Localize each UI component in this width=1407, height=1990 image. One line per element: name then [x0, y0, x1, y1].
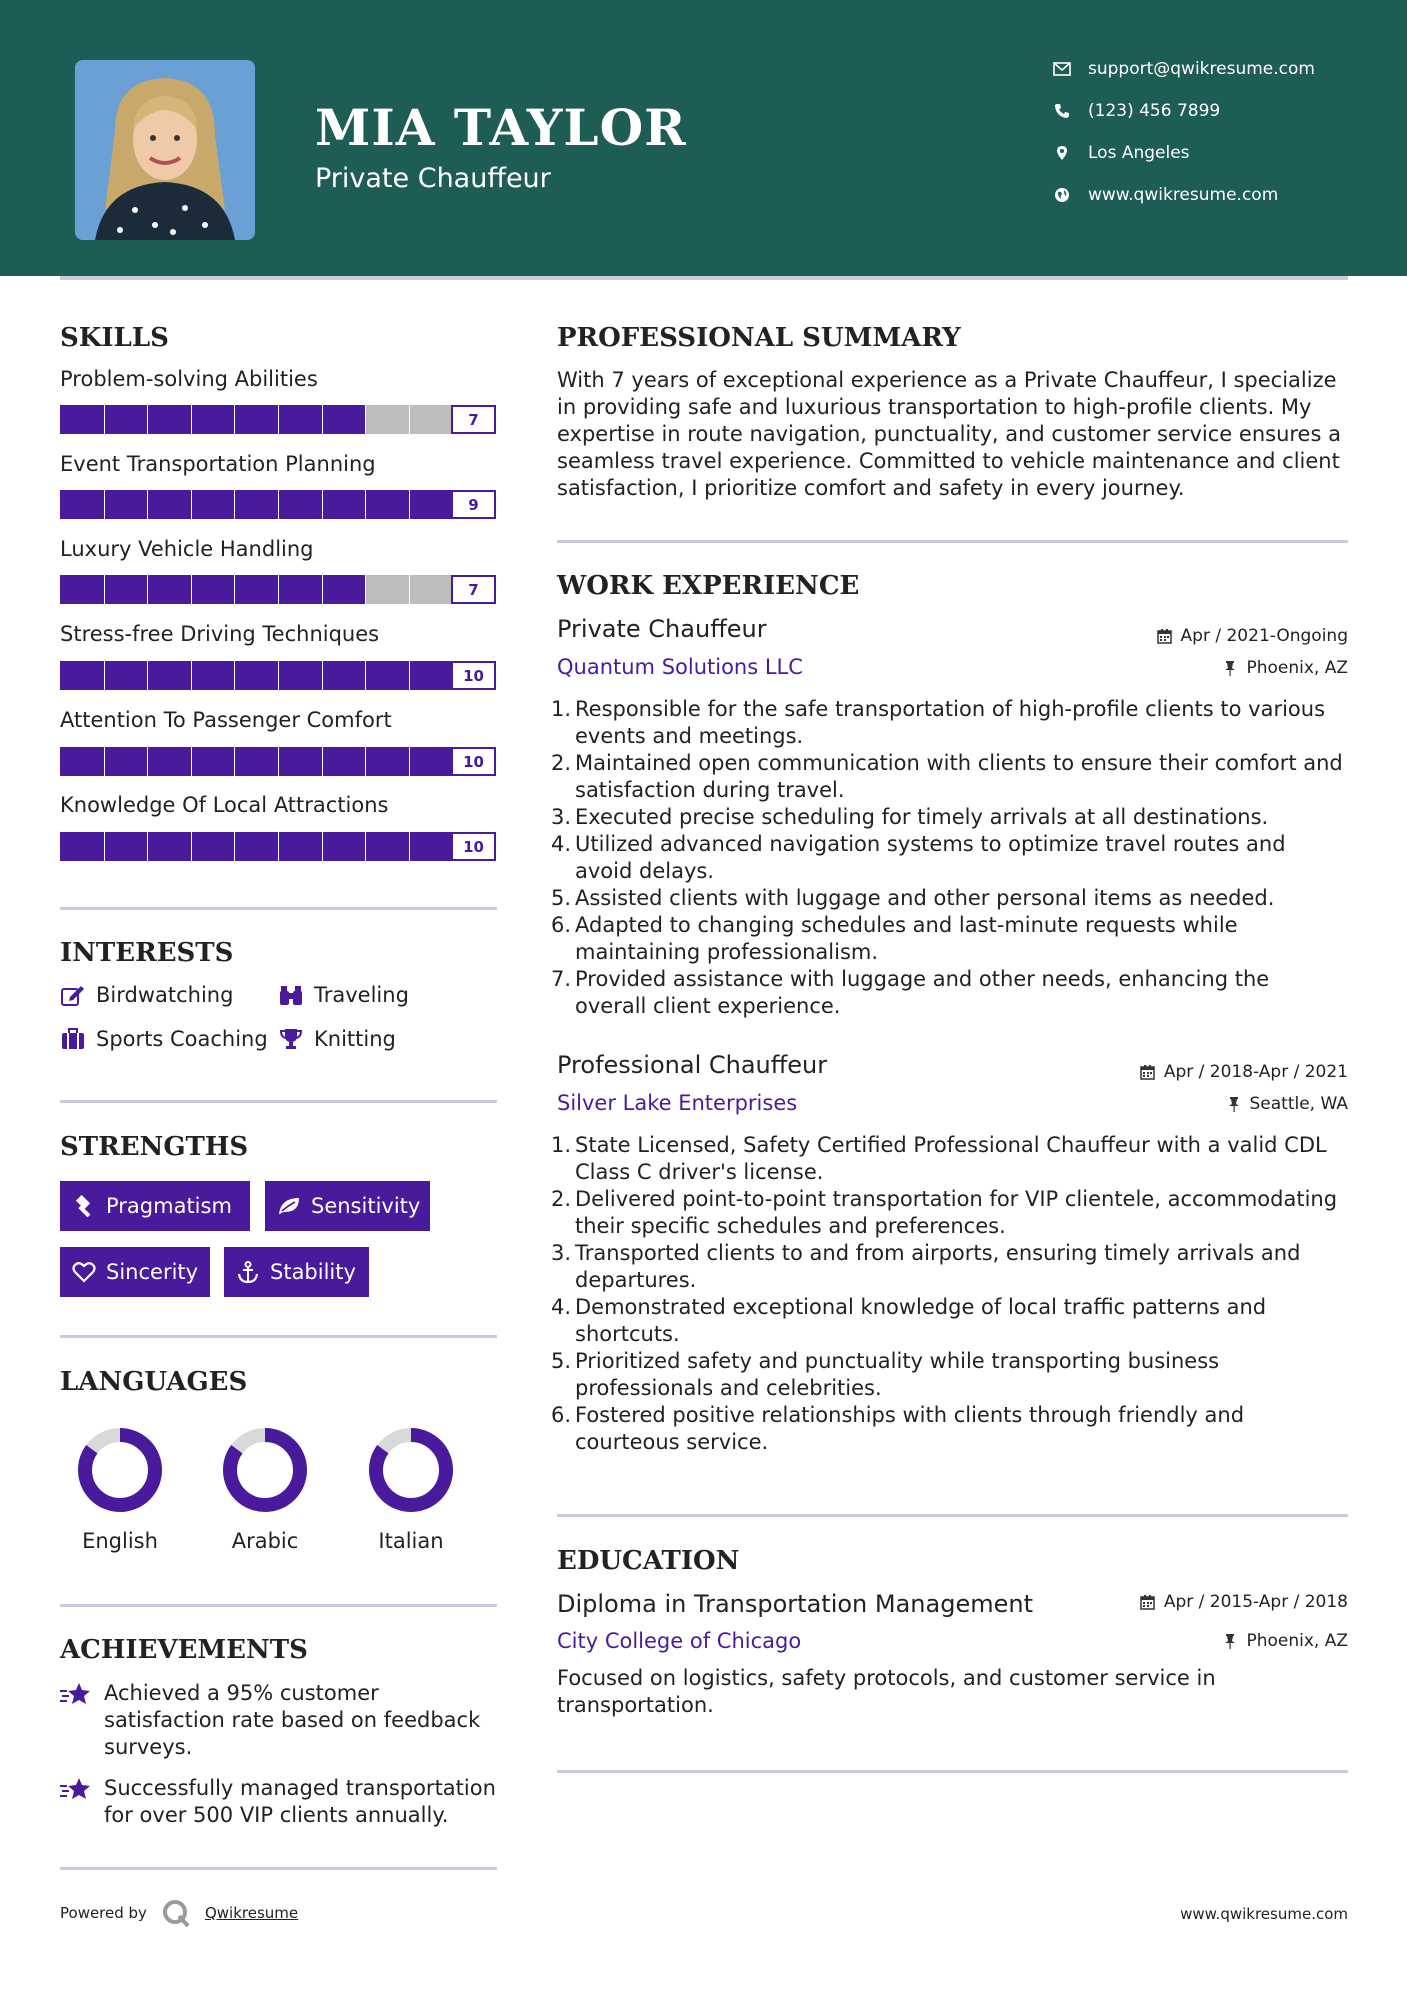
skill-bar-segment-divider	[322, 575, 323, 604]
skill-bar-fill	[60, 490, 452, 519]
skill-bar-segment-divider	[278, 575, 279, 604]
school-name: City College of Chicago	[557, 1629, 802, 1653]
job-title: Professional Chauffeur	[557, 1051, 828, 1079]
profile-photo	[75, 60, 255, 240]
skill-bar-segment-divider	[322, 747, 323, 776]
skill-bar-segment-divider	[234, 405, 235, 434]
skill-bar	[60, 832, 496, 861]
company-name: Silver Lake Enterprises	[557, 1091, 798, 1115]
skill-bar-segment-divider	[234, 575, 235, 604]
skill-bar-segment-divider	[409, 661, 410, 690]
interest-item	[60, 982, 233, 1008]
education-location-text: Phoenix, AZ	[1246, 1631, 1348, 1651]
skill-bar-segment-divider	[234, 490, 235, 519]
skill-bar-segment-divider	[191, 575, 192, 604]
skill-bar-segment-divider	[147, 575, 148, 604]
skill-label: Event Transportation Planning	[60, 452, 376, 476]
section-divider	[60, 1335, 497, 1338]
company-name: Quantum Solutions LLC	[557, 655, 803, 679]
pushpin-icon	[1222, 660, 1238, 676]
job-dates	[1140, 1062, 1348, 1082]
strength-chip	[60, 1247, 210, 1297]
job-bullets	[551, 696, 1347, 1020]
skill-bar-segment-divider	[365, 832, 366, 861]
list-item: 6. Fostered positive relationships with clients through friendly and courteous service.	[551, 1403, 1245, 1454]
job-dates-text: Apr / 2021-Ongoing	[1180, 626, 1348, 646]
job-title: Private Chauffeur	[557, 615, 767, 643]
binoculars-icon	[278, 982, 304, 1008]
anchor-icon	[236, 1260, 260, 1284]
degree-title: Diploma in Transportation Management	[557, 1590, 1033, 1618]
skill-bar-segment-divider	[365, 405, 366, 434]
qwikresume-logo-icon	[161, 1898, 191, 1928]
skill-bar-segment-divider	[234, 832, 235, 861]
footer-powered-by	[60, 1898, 298, 1928]
contact-website-text: www.qwikresume.com	[1088, 185, 1279, 205]
skill-bar-segment-divider	[147, 405, 148, 434]
interest-item	[60, 1026, 268, 1052]
skill-bar-fill	[60, 405, 365, 434]
skill-bar-segment-divider	[409, 405, 410, 434]
pushpin-icon	[1226, 1096, 1242, 1112]
skill-bar-segment-divider	[322, 661, 323, 690]
footer-url[interactable]: www.qwikresume.com	[1180, 1905, 1348, 1923]
skill-bar-segment-divider	[278, 832, 279, 861]
interest-label: Birdwatching	[96, 983, 234, 1007]
section-divider	[60, 1604, 497, 1607]
powered-by-label: Powered by	[60, 1904, 147, 1922]
strength-label: Sincerity	[106, 1260, 199, 1284]
header-divider	[60, 276, 1348, 280]
heart-icon	[72, 1260, 96, 1284]
pushpin-icon	[1222, 1633, 1238, 1649]
contact-email-text: support@qwikresume.com	[1088, 59, 1315, 79]
interest-label: Sports Coaching	[96, 1027, 268, 1051]
education-dates	[1140, 1592, 1348, 1612]
skill-bar-segment-divider	[191, 490, 192, 519]
achievements-heading: ACHIEVEMENTS	[60, 1635, 308, 1665]
strengths-heading: STRENGTHS	[60, 1132, 249, 1162]
calendar-icon	[1157, 628, 1173, 644]
skill-bar-segment-divider	[322, 405, 323, 434]
strength-chip	[60, 1181, 250, 1231]
skill-bar	[60, 661, 496, 690]
achievement-text: Successfully managed transportation for over 500 VIP clients annually.	[104, 1776, 496, 1827]
briefcase-icon	[60, 1026, 86, 1052]
list-item: 1. State Licensed, Safety Certified Professional Chauffeur with a valid CDL Class C driver's license.	[551, 1133, 1327, 1184]
education-dates-text: Apr / 2015-Apr / 2018	[1163, 1592, 1348, 1612]
skill-level-badge: 10	[451, 747, 496, 776]
achievement-item	[60, 1680, 500, 1761]
skill-label: Problem-solving Abilities	[60, 367, 318, 391]
job-bullets	[551, 1132, 1347, 1456]
work-heading: WORK EXPERIENCE	[557, 571, 860, 601]
skill-bar-segment-divider	[147, 747, 148, 776]
list-item: 3. Executed precise scheduling for timely arrivals at all destinations.	[551, 805, 1269, 829]
skill-level-badge: 10	[451, 661, 496, 690]
interest-label: Traveling	[314, 983, 409, 1007]
contact-phone-text: (123) 456 7899	[1088, 101, 1221, 121]
job-location	[1226, 1094, 1349, 1114]
section-divider	[557, 1514, 1348, 1517]
skill-bar	[60, 747, 496, 776]
skill-bar-segment-divider	[147, 490, 148, 519]
languages-heading: LANGUAGES	[60, 1367, 248, 1397]
skill-bar-segment-divider	[191, 405, 192, 434]
language-label: Arabic	[231, 1529, 299, 1553]
skill-bar-segment-divider	[104, 575, 105, 604]
education-location	[1222, 1631, 1348, 1651]
globe-icon	[1052, 185, 1072, 205]
summary-text: With 7 years of exceptional experience as a Private Chauffeur, I specialize in providing safe and luxurious transportation to high-profile clients. My expertise in route navigation, punctuality, and customer service ensures a seamless travel experience. Committed to vehicle maintenance and client satisfaction, I prioritize comfort and safety in every journey.	[557, 368, 1341, 500]
summary-heading: PROFESSIONAL SUMMARY	[557, 323, 961, 353]
skill-bar-segment-divider	[365, 490, 366, 519]
skill-bar-segment-divider	[409, 832, 410, 861]
skill-bar-segment-divider	[104, 661, 105, 690]
contact-location-text: Los Angeles	[1088, 143, 1190, 163]
shooting-star-icon	[60, 1682, 94, 1761]
skill-bar-segment-divider	[409, 747, 410, 776]
list-item: 2. Delivered point-to-point transportation for VIP clientele, accommodating their specific schedules and preferences.	[551, 1187, 1338, 1238]
skills-heading: SKILLS	[60, 323, 169, 353]
skill-bar-segment-divider	[278, 661, 279, 690]
envelope-icon	[1052, 59, 1072, 79]
skill-bar-segment-divider	[409, 490, 410, 519]
section-divider	[557, 540, 1348, 543]
language-label: English	[82, 1529, 158, 1553]
list-item: 6. Adapted to changing schedules and last-minute requests while maintaining professionalism.	[551, 913, 1238, 964]
section-divider	[60, 1100, 497, 1103]
job-dates-text: Apr / 2018-Apr / 2021	[1163, 1062, 1348, 1082]
skill-bar-segment-divider	[365, 661, 366, 690]
strength-label: Stability	[270, 1260, 356, 1284]
skill-label: Knowledge Of Local Attractions	[60, 793, 389, 817]
skill-bar-segment-divider	[191, 832, 192, 861]
skill-bar-segment-divider	[322, 832, 323, 861]
skill-bar	[60, 575, 496, 604]
contact-location	[1052, 138, 1372, 168]
skill-level-badge: 10	[451, 832, 496, 861]
calendar-icon	[1140, 1064, 1156, 1080]
skill-bar-segment-divider	[365, 575, 366, 604]
section-divider	[60, 1867, 497, 1870]
skill-bar-segment-divider	[191, 747, 192, 776]
skill-bar-segment-divider	[104, 490, 105, 519]
phone-icon	[1052, 101, 1072, 121]
language-donut	[75, 1425, 165, 1515]
contact-email[interactable]	[1052, 54, 1372, 84]
list-item: 4. Demonstrated exceptional knowledge of local traffic patterns and shortcuts.	[551, 1295, 1267, 1346]
skill-bar-segment-divider	[278, 747, 279, 776]
skill-label: Luxury Vehicle Handling	[60, 537, 314, 561]
skill-bar	[60, 490, 496, 519]
strength-label: Sensitivity	[311, 1194, 421, 1218]
skill-bar-fill	[60, 575, 365, 604]
job-location-text: Seattle, WA	[1249, 1094, 1348, 1114]
job-location	[1222, 658, 1348, 678]
skill-bar-segment-divider	[147, 832, 148, 861]
interest-item	[278, 1026, 396, 1052]
skill-level-badge: 9	[451, 490, 496, 519]
candidate-name: MIA TAYLOR	[315, 98, 687, 157]
skill-bar	[60, 405, 496, 434]
strength-label: Pragmatism	[106, 1194, 232, 1218]
interest-item	[278, 982, 409, 1008]
skill-bar-segment-divider	[234, 747, 235, 776]
language-label: Italian	[378, 1529, 444, 1553]
section-divider	[60, 907, 497, 910]
interests-heading: INTERESTS	[60, 938, 234, 968]
education-description: Focused on logistics, safety protocols, and customer service in transportation.	[557, 1666, 1216, 1717]
list-item: 1. Responsible for the safe transportation of high-profile clients to various events and meetings.	[551, 697, 1326, 748]
list-item: 4. Utilized advanced navigation systems to optimize travel routes and avoid delays.	[551, 832, 1286, 883]
list-item: 3. Transported clients to and from airports, ensuring timely arrivals and departures.	[551, 1241, 1301, 1292]
list-item: 5. Prioritized safety and punctuality while transporting business professionals and celebrities.	[551, 1349, 1220, 1400]
skill-bar-segment-divider	[191, 661, 192, 690]
job-dates	[1157, 626, 1348, 646]
leaf-icon	[277, 1194, 301, 1218]
shooting-star-icon	[60, 1777, 94, 1829]
list-item: 5. Assisted clients with luggage and other personal items as needed.	[551, 886, 1275, 910]
interest-label: Knitting	[314, 1027, 396, 1051]
skill-bar-segment-divider	[104, 747, 105, 776]
strength-chip	[265, 1181, 430, 1231]
pencil-square-icon	[60, 982, 86, 1008]
education-heading: EDUCATION	[557, 1546, 740, 1576]
skill-label: Stress-free Driving Techniques	[60, 622, 380, 646]
list-item: 2. Maintained open communication with clients to ensure their comfort and satisfaction during travel.	[551, 751, 1343, 802]
skill-level-badge: 7	[451, 575, 496, 604]
strength-chip	[224, 1247, 369, 1297]
trophy-icon	[278, 1026, 304, 1052]
language-item	[205, 1425, 325, 1553]
gavel-icon	[72, 1194, 96, 1218]
language-item	[351, 1425, 471, 1553]
contact-phone[interactable]	[1052, 96, 1372, 126]
contact-website[interactable]	[1052, 180, 1372, 210]
skill-bar-segment-divider	[322, 490, 323, 519]
skill-level-badge: 7	[451, 405, 496, 434]
calendar-icon	[1140, 1594, 1156, 1610]
skill-bar-segment-divider	[278, 490, 279, 519]
skill-bar-segment-divider	[409, 575, 410, 604]
skill-bar-segment-divider	[104, 405, 105, 434]
skill-bar-segment-divider	[365, 747, 366, 776]
skill-bar-segment-divider	[104, 832, 105, 861]
job-location-text: Phoenix, AZ	[1246, 658, 1348, 678]
language-donut	[220, 1425, 310, 1515]
skill-bar-segment-divider	[278, 405, 279, 434]
achievement-item	[60, 1775, 500, 1829]
skill-label: Attention To Passenger Comfort	[60, 708, 392, 732]
skill-bar-segment-divider	[147, 661, 148, 690]
achievement-text: Achieved a 95% customer satisfaction rate based on feedback surveys.	[104, 1681, 481, 1759]
language-item	[60, 1425, 180, 1553]
location-pin-icon	[1052, 143, 1072, 163]
list-item: 7. Provided assistance with luggage and other needs, enhancing the overall client experience.	[551, 967, 1270, 1018]
skill-bar-segment-divider	[234, 661, 235, 690]
language-donut	[366, 1425, 456, 1515]
footer-brand-link[interactable]: Qwikresume	[204, 1904, 299, 1922]
candidate-title: Private Chauffeur	[315, 163, 551, 194]
section-divider	[557, 1770, 1348, 1773]
